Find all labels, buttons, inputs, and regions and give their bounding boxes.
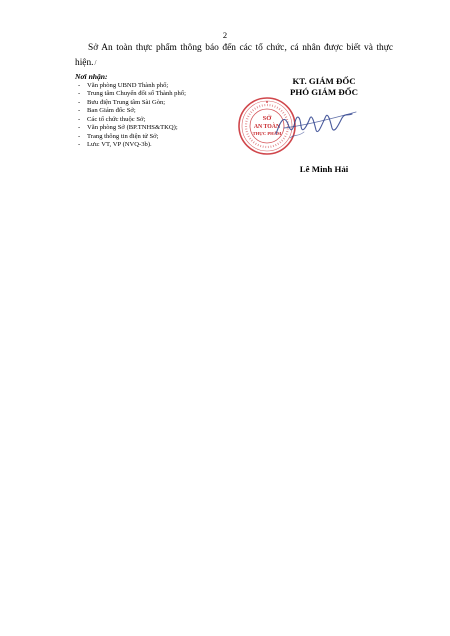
notice-text: Sở An toàn thực phẩm thông báo đến các tổ chức, cá nhân được biết và thực hiện.: [75, 43, 393, 68]
recipient-item: - Trang thông tin điện tử Sở;: [75, 133, 265, 142]
signature-title-line-1: KT. GIÁM ĐỐC: [292, 76, 356, 86]
signer-name: Lê Minh Hải: [299, 164, 349, 174]
seal-text-line-3: THỰC PHẨM: [252, 131, 282, 136]
recipient-item: - Ban Giám đốc Sở;: [75, 107, 265, 116]
recipient-item: - Trung tâm Chuyển đổi số Thành phố;: [75, 90, 265, 99]
handwritten-signature: [270, 104, 370, 146]
recipient-item: - Lưu: VT, VP (NVQ-3b).: [75, 141, 265, 150]
notice-paragraph: [75, 41, 393, 71]
page-number: 2: [222, 30, 228, 40]
recipient-item: - Bưu điện Trung tâm Sài Gòn;: [75, 99, 265, 108]
recipient-item: - Các tổ chức thuộc Sở;: [75, 116, 265, 125]
signature-title-line-2: PHÓ GIÁM ĐỐC: [290, 87, 358, 97]
recipients-title: Nơi nhận:: [75, 72, 108, 81]
seal-text-line-1: SỞ: [262, 115, 272, 122]
recipient-item: - Văn phòng UBND Thành phố;: [75, 82, 265, 91]
initial-mark: /: [94, 59, 97, 67]
seal-text-line-2: AN TOÀN: [253, 124, 281, 130]
recipient-item: - Văn phòng Sở (BP.TNHS&TKQ);: [75, 124, 265, 133]
